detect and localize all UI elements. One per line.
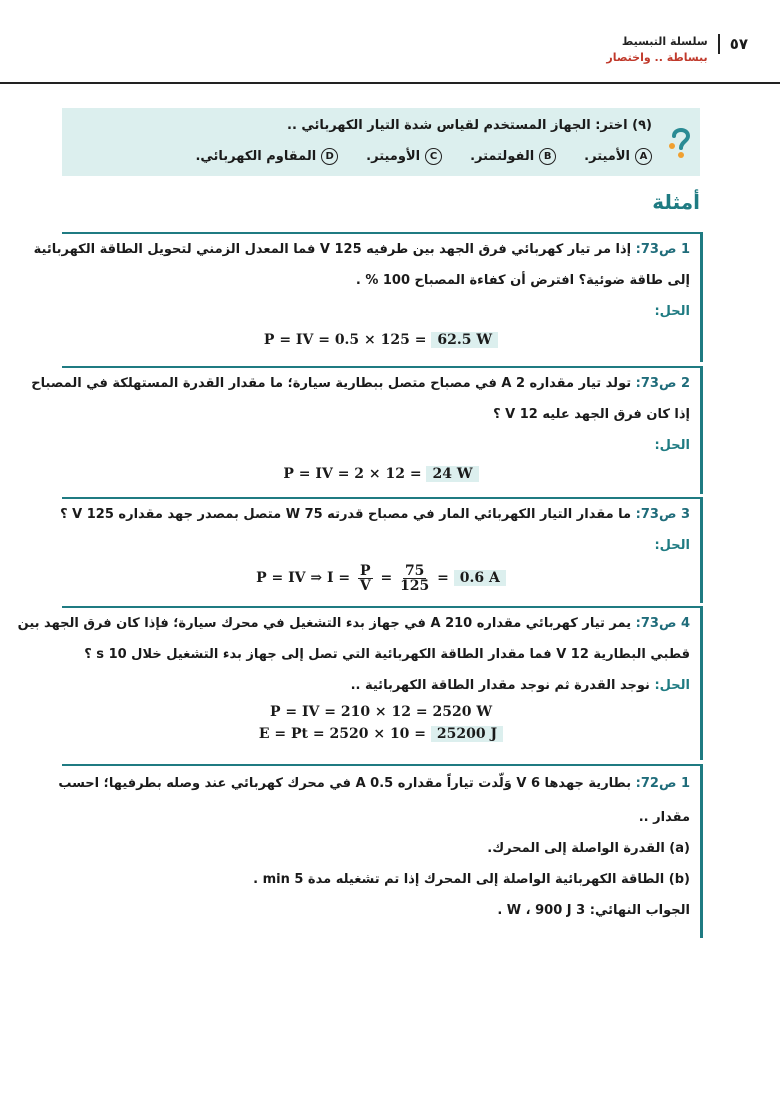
- example-text: يمر تيار كهربائي مقداره 210 A في جهاز بدء التشغيل في محرك سيارة؛ فإذا كان فرق الجهد بين: [17, 616, 632, 631]
- answer-highlight: 25200 J: [431, 726, 503, 742]
- equation: [62, 327, 700, 353]
- example-text: قطبي البطارية 12 V فما مقدار الطاقة الكهربائية التي تصل إلى جهاز بدء التشغيل خلال 10 s ؟: [84, 647, 690, 662]
- section-title: أمثلة: [652, 190, 700, 214]
- equation: [62, 723, 700, 745]
- fraction-numerator: 75: [404, 562, 425, 579]
- mcq-box: [62, 108, 700, 176]
- example-2: [31, 366, 703, 494]
- final-answer: 3 W ، 900 J .: [497, 903, 586, 918]
- option-letter: B: [539, 148, 556, 165]
- question-mark-icon: [668, 124, 694, 160]
- option-d[interactable]: [195, 148, 338, 165]
- series-subtitle: ببساطة .. واختصار: [606, 51, 708, 64]
- example-line: [58, 766, 700, 802]
- fraction: [358, 564, 373, 593]
- option-letter: A: [635, 148, 652, 165]
- equation-text: E = Pt = 2520 × 10 =: [258, 726, 431, 742]
- solution-label: الحل:: [654, 304, 690, 319]
- example-1: [33, 232, 703, 362]
- equation: P = IV ⇒ I = $\frac{P}{V}$ = $\frac{75}{125}$ = 0.6 A: [62, 561, 700, 595]
- option-text: الأميتر.: [584, 149, 630, 164]
- solution-label: الحل:: [654, 438, 690, 453]
- example-text: إذا مر تيار كهربائي فرق الجهد بين طرفيه 125 V فما المعدل الزمني لتحويل الطاقة الكهربائية: [33, 242, 632, 257]
- part-b: (b) الطاقة الكهربائية الواصلة إلى المحرك إذا تم تشغيله مدة 5 min .: [253, 872, 690, 887]
- final-answer-line: [62, 895, 700, 926]
- example-line: [31, 368, 700, 399]
- series-brand: [606, 34, 717, 66]
- example-ref: 3 ص73:: [635, 507, 690, 522]
- example-ref: 4 ص73:: [635, 616, 690, 631]
- example-3: [62, 497, 703, 603]
- final-answer-label: الجواب النهائي:: [589, 903, 690, 918]
- option-b[interactable]: [470, 148, 556, 165]
- equation: P = IV = 210 × 12 = 2520 W: [269, 704, 493, 720]
- part-a: (a) القدرة الواصلة إلى المحرك.: [487, 841, 690, 856]
- example-5: [58, 764, 703, 938]
- example-line: [62, 499, 700, 530]
- page-header: [606, 34, 748, 74]
- option-text: الفولتمتر.: [470, 149, 535, 164]
- example-line: [33, 234, 700, 265]
- example-ref: 1 ص72:: [635, 776, 690, 791]
- example-text: ما مقدار التيار الكهربائي المار في مصباح قدرته 75 W متصل بمصدر جهد مقداره 125 V ؟: [60, 507, 632, 522]
- equation-text: P = IV = 2 × 12 =: [283, 466, 427, 482]
- header-divider: [0, 82, 780, 84]
- answer-highlight: 24 W: [426, 466, 478, 482]
- example-line: [17, 608, 700, 639]
- fraction: [400, 564, 429, 593]
- answer-highlight: 62.5 W: [431, 332, 498, 348]
- example-4: [17, 606, 703, 760]
- option-c[interactable]: [366, 148, 442, 165]
- option-text: الأوميتر.: [366, 149, 421, 164]
- solution-text: نوجد القدرة ثم نوجد مقدار الطاقة الكهربائية ..: [350, 678, 650, 693]
- page-number: ٥٧: [718, 34, 748, 54]
- fraction-denominator: 125: [400, 577, 430, 594]
- option-letter: D: [321, 148, 338, 165]
- example-text: بطارية جهدها 6 V وَلّدت تياراً مقداره 0.5 A في محرك كهربائي عند وصله بطرفيها؛ احسب: [58, 776, 632, 791]
- example-ref: 2 ص73:: [635, 376, 690, 391]
- equation: [62, 461, 700, 487]
- mcq-options: [195, 148, 652, 165]
- option-text: المقاوم الكهربائي.: [195, 149, 317, 164]
- example-text: إذا كان فرق الجهد عليه 12 V ؟: [493, 407, 690, 422]
- answer-highlight: 0.6 A: [454, 570, 506, 586]
- solution-label: الحل:: [654, 538, 690, 553]
- fraction-numerator: P: [360, 562, 371, 579]
- example-text: تولد تيار مقداره 2 A في مصباح متصل ببطارية سيارة؛ ما مقدار القدرة المستهلكة في المصباح: [31, 376, 632, 391]
- example-ref: 1 ص73:: [635, 242, 690, 257]
- solution-label: الحل:: [654, 678, 690, 693]
- option-a[interactable]: [584, 148, 652, 165]
- fraction-denominator: V: [359, 577, 371, 594]
- series-title: سلسلة التبسيط: [621, 35, 708, 48]
- equation-text: P = IV = 0.5 × 125 =: [263, 332, 432, 348]
- example-text: إلى طاقة ضوئية؟ افترض أن كفاءة المصباح 100 % .: [355, 273, 690, 288]
- example-text: مقدار ..: [638, 810, 690, 825]
- mcq-question: (٩) اختر: الجهاز المستخدم لقياس شدة التيار الكهربائي ..: [287, 118, 652, 133]
- equation-text: P = IV ⇒ I =: [256, 570, 356, 586]
- solution-line: [62, 670, 700, 701]
- option-letter: C: [425, 148, 442, 165]
